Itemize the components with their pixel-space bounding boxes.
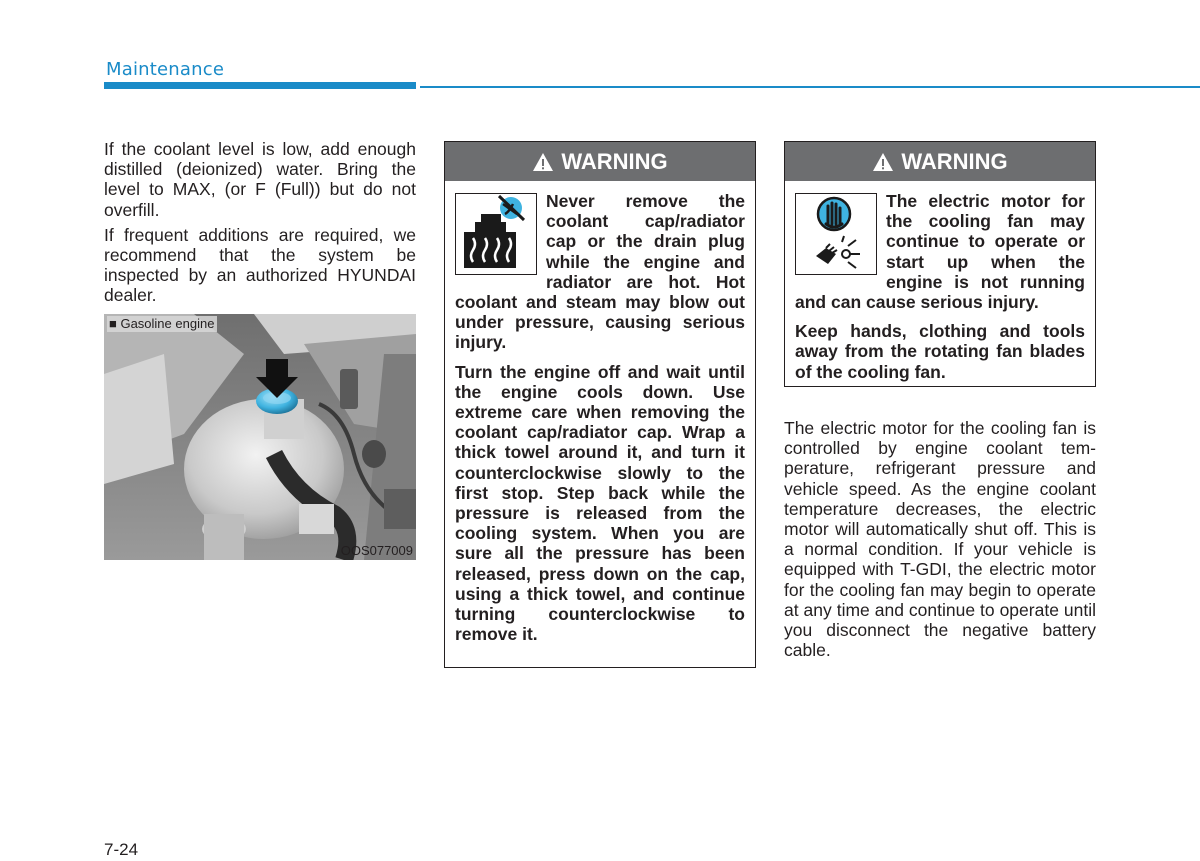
warning-triangle-icon [532,152,554,172]
rotating-fan-hazard-icon [795,193,877,275]
section-title: Maintenance [106,59,225,80]
right-column-text [784,418,1096,665]
page-number: 7-24 [104,840,139,859]
warning2-text-1: The electric motor for the cooling fan may continue to operate or start up when the engine is not running and can cause serious injury. [795,191,1085,313]
header-rule-thick [104,82,416,89]
warning2-text-2: Keep hands, clothing and tools away from the rotating fan blades of the cooling fan. [795,321,1085,382]
fan-motor-paragraph: The electric motor for the cooling fan is controlled by engine coolant tem-perature, refrigerant pressure and vehicle speed. As the engine coolant temperature decreases, the electric motor will automatically shut off. This is a normal condition. If your vehicle is equipped with T-GDI, the electric motor for the cooling fan may begin to operate at any time and continue to operate until you disconnect the negative battery cable. [784,418,1096,661]
warning-header [785,142,1095,181]
figure-code: OOS077009 [340,543,413,558]
figure-label: ■ Gasoline engine [107,316,217,332]
warning-title: WARNING [561,148,668,174]
coolant-low-paragraph: If the coolant level is low, add enough distilled (deionized) water. Bring the level to MAX, (or F (Full)) but do not overfill. [104,139,416,220]
warning-box-fan [784,141,1096,387]
engine-bay-illustration [104,314,416,560]
engine-bay-figure [104,314,416,560]
left-column [104,139,416,311]
warning-header [445,142,755,181]
header-rule-thin [420,86,1200,88]
warning-title: WARNING [901,148,1008,174]
frequent-additions-paragraph: If frequent additions are required, we recommend that the system be inspected by an authorized HYUNDAI dealer. [104,224,416,306]
warning1-text-2: Turn the engine off and wait until the engine cools down. Use extreme care when removing the coolant cap/radiator cap. Wrap a thick towel around it, and turn it counterclockwise slowly to the first stop. Step back while the pressure is released from the cooling system. When you are sure all the pressure has been released, press down on the cap, using a thick towel, and continue turning counterclockwise to remove it. [455,361,745,645]
warning1-text-1: Never remove the coolant cap/radiator cap or the drain plug while the engine and radiator are hot. Hot coolant and steam may blow out under pressure, causing serious injury. [455,191,745,353]
warning-triangle-icon [872,152,894,172]
warning-box-coolant [444,141,756,668]
hot-coolant-icon [455,193,537,275]
